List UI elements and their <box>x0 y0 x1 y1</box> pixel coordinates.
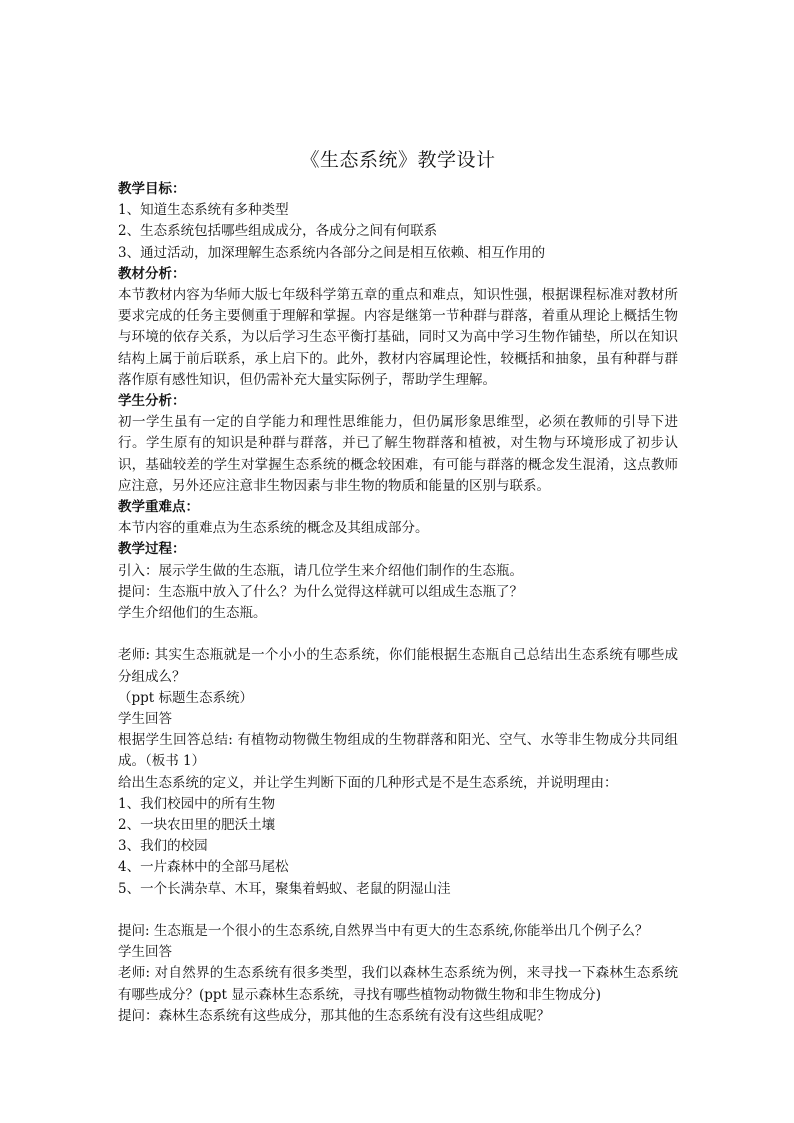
document-page <box>118 145 678 1027</box>
students-heading: 学生分析： <box>118 393 186 410</box>
example-item: 1、我们校园中的所有生物 <box>118 795 276 812</box>
process-definition: 给出生态系统的定义，并让学生判断下面的几种形式是不是生态系统，并说明理由： <box>118 774 618 791</box>
process-ppt-note: （ppt 标题生态系统） <box>118 689 253 706</box>
process-student-answer: 学生回答 <box>118 944 172 961</box>
example-item: 4、一片森林中的全部马尾松 <box>118 859 289 876</box>
example-item: 5、一个长满杂草、木耳，聚集着蚂蚁、老鼠的阴湿山洼 <box>118 880 451 897</box>
blank-line <box>118 624 678 645</box>
process-students-intro: 学生介绍他们的生态瓶。 <box>118 605 267 622</box>
process-question: 提问：森林生态系统有这些成分，那其他的生态系统有没有这些组成呢？ <box>118 1007 550 1024</box>
process-question: 提问：生态瓶中放入了什么？为什么觉得这样就可以组成生态瓶了？ <box>118 583 523 600</box>
process-heading: 教学过程： <box>118 541 186 558</box>
students-paragraph: 初一学生虽有一定的自学能力和理性思维能力，但仍属形象思维型，必须在教师的引导下进行。学生原有的知识是种群与群落，并已了解生物群落和植被，对生物与环境形成了初步认识，基础较差的学生对掌握生态系统的概念较困难，有可能与群落的概念发生混淆，这点教师应注意，另外还应注意非生物因素与非生物的物质和能量的区别与联系。 <box>118 414 678 494</box>
process-question: 提问: 生态瓶是一个很小的生态系统,自然界当中有更大的生态系统,你能举出几个例子么？ <box>118 923 649 940</box>
material-paragraph: 本节教材内容为华师大版七年级科学第五章的重点和难点，知识性强，根据课程标准对教材所要求完成的任务主要侧重于理解和掌握。内容是继第一节种群与群落，着重从理论上概括生物与环境的依存关系，为以后学习生态平衡打基础，同时又为高中学习生物作铺垫，所以在知识结构上属于前后联系，承上启下的。此外，教材内容属理论性，较概括和抽象，虽有种群与群落作原有感性知识，但仍需补充大量实际例子，帮助学生理解。 <box>118 287 678 388</box>
goal-item: 1、知道生态系统有多种类型 <box>118 202 289 219</box>
document-title: 《生态系统》教学设计 <box>300 149 496 171</box>
key-points-heading: 教学重难点： <box>118 499 199 516</box>
process-summary: 根据学生回答总结: 有植物动物微生物组成的生物群落和阳光、空气、水等非生物成分共同组成。（板书 1） <box>118 732 678 770</box>
example-item: 2、一块农田里的肥沃土壤 <box>118 817 276 834</box>
process-intro: 引入：展示学生做的生态瓶，请几位学生来介绍他们制作的生态瓶。 <box>118 562 523 579</box>
key-points-text: 本节内容的重难点为生态系统的概念及其组成部分。 <box>118 520 429 537</box>
process-teacher-remark: 老师: 其实生态瓶就是一个小小的生态系统，你们能根据生态瓶自己总结出生态系统有哪些成分组成么？ <box>118 647 678 685</box>
blank-line <box>118 900 678 921</box>
goals-heading: 教学目标： <box>118 181 186 197</box>
process-teacher-remark: 老师: 对自然界的生态系统有很多类型，我们以森林生态系统为例，来寻找一下森林生态系统有哪些成分？(ppt 显示森林生态系统，寻找有哪些植物动物微生物和非生物成分) <box>118 965 678 1003</box>
process-student-answer: 学生回答 <box>118 711 172 728</box>
goal-item: 2、生态系统包括哪些组成成分，各成分之间有何联系 <box>118 223 438 240</box>
example-item: 3、我们的校园 <box>118 838 208 855</box>
material-heading: 教材分析： <box>118 265 186 282</box>
goal-item: 3、通过活动，加深理解生态系统内各部分之间是相互依赖、相互作用的 <box>118 244 546 261</box>
